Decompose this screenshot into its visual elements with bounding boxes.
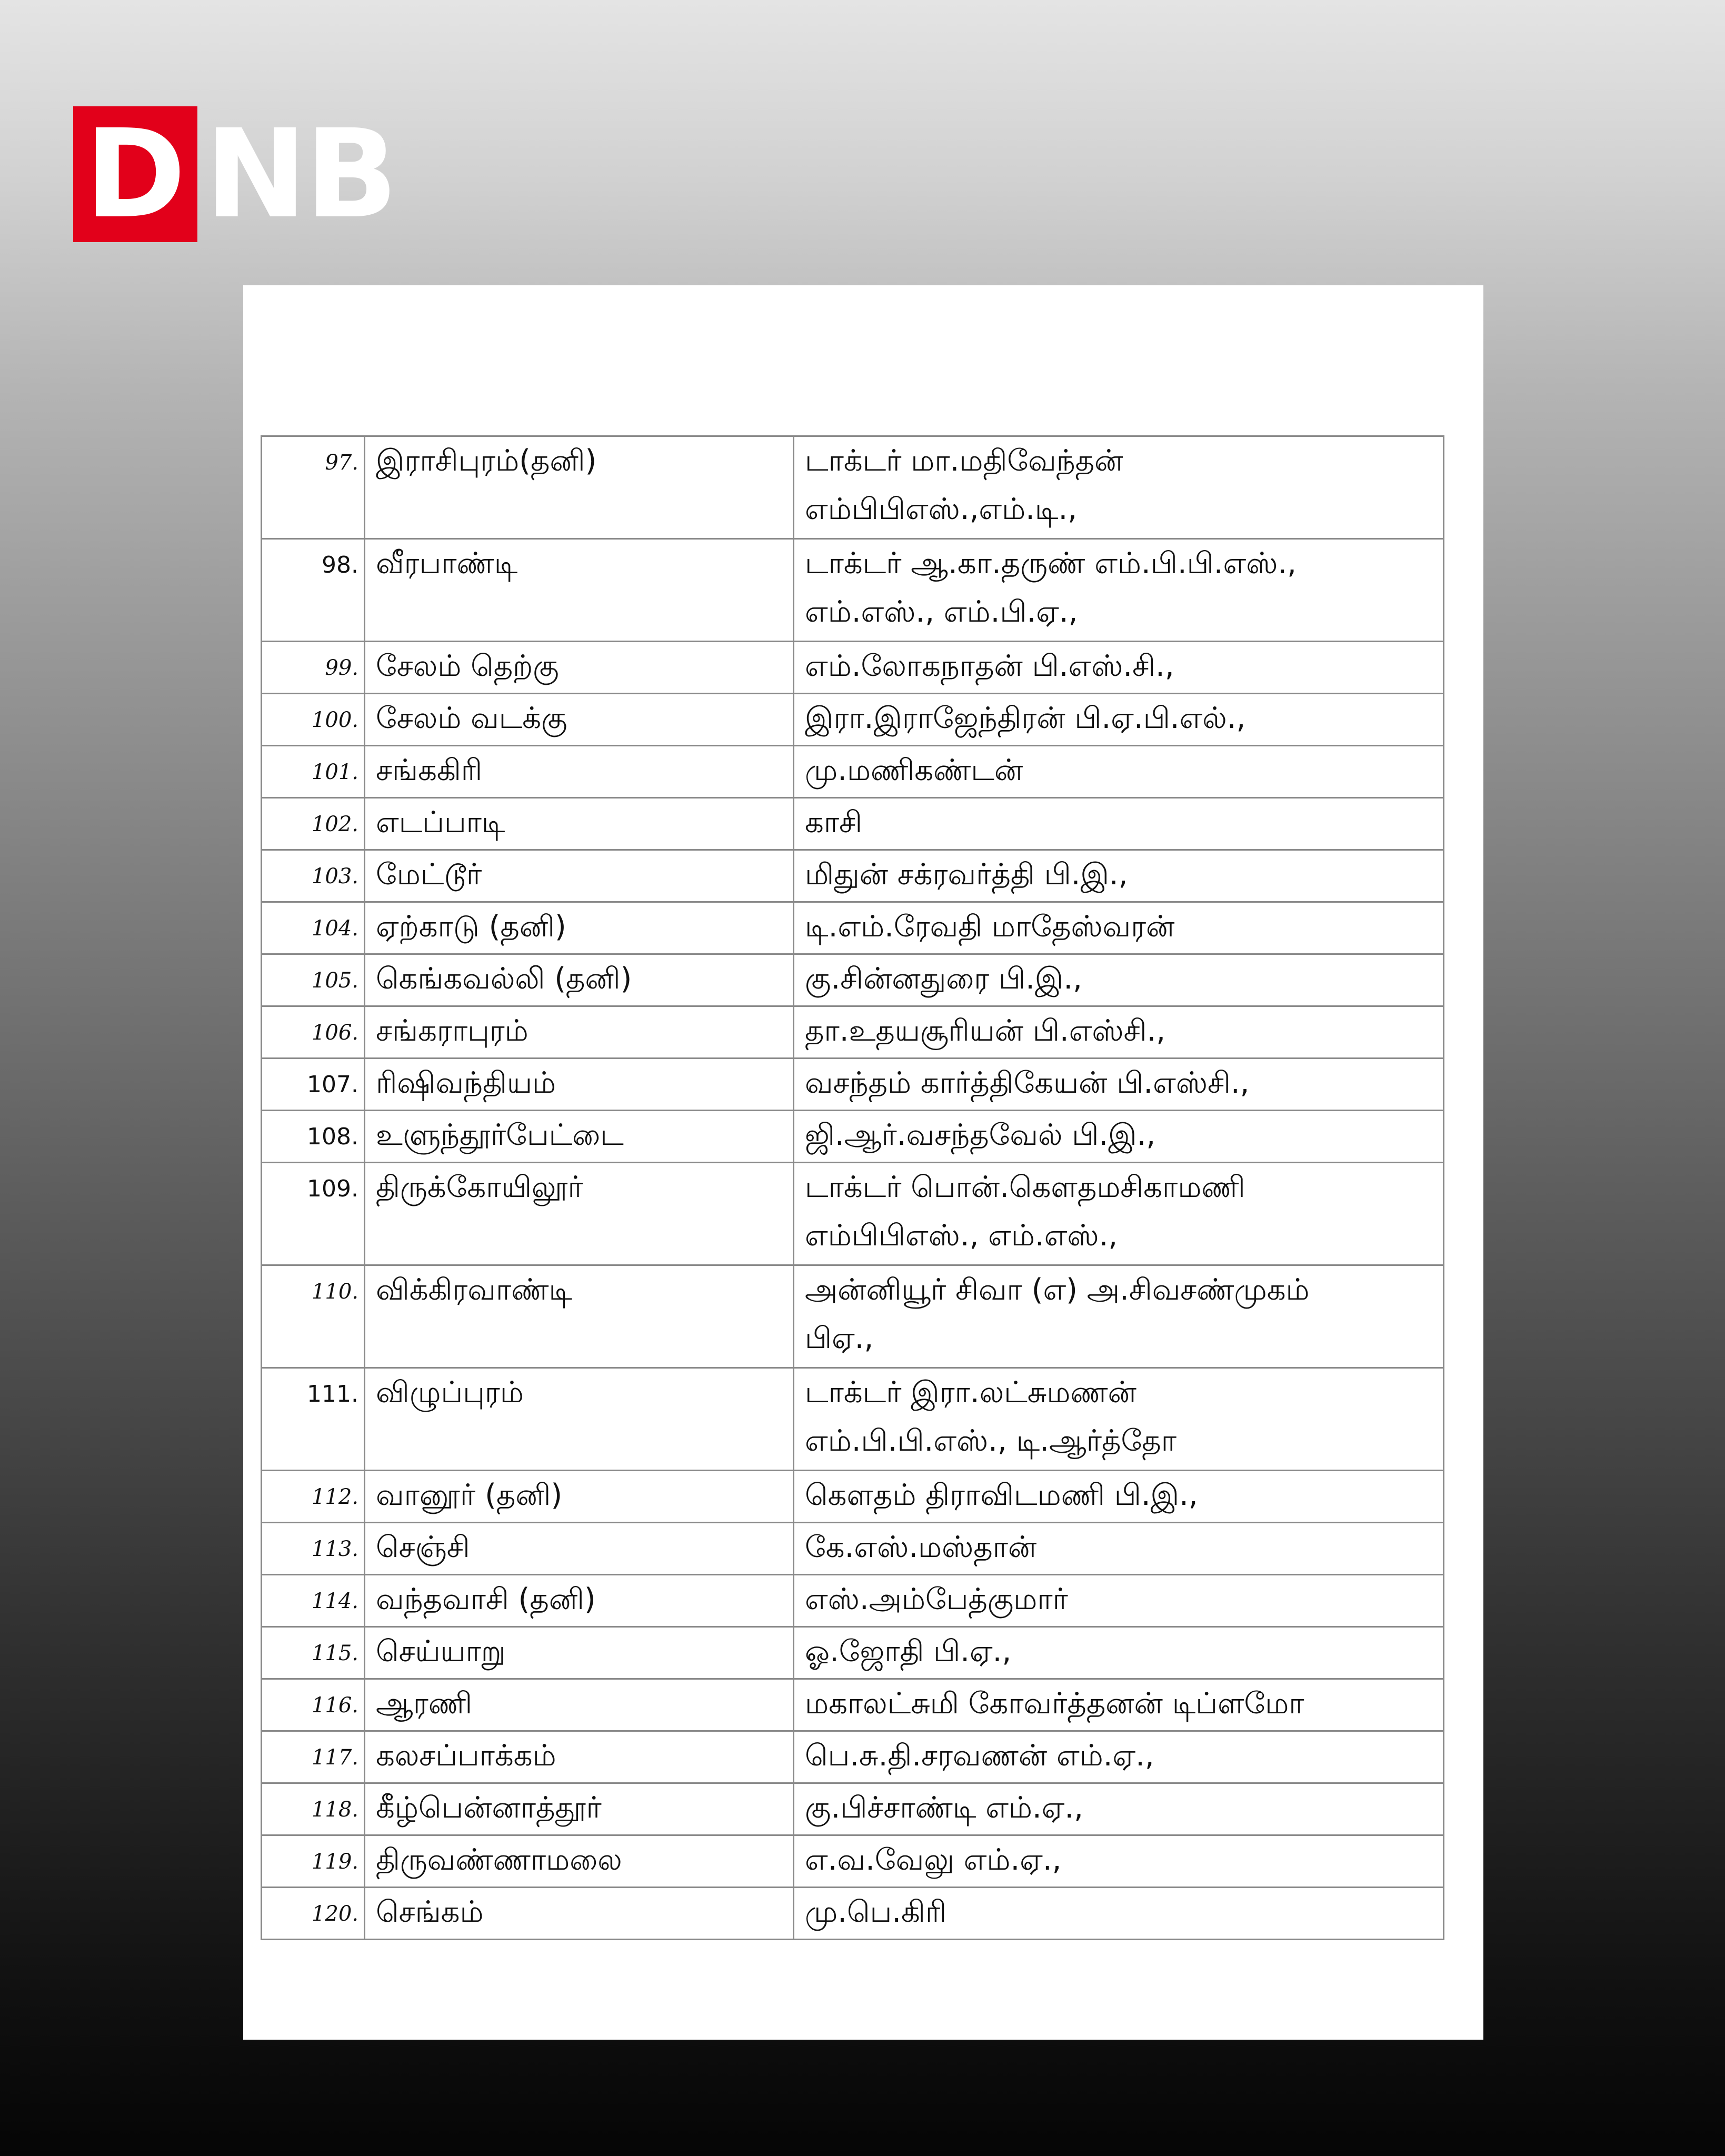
constituency-cell: உளுந்தூர்பேட்டை <box>365 1111 794 1163</box>
row-number: 100. <box>262 694 365 746</box>
table-row <box>262 1368 1444 1471</box>
row-number: 103. <box>262 850 365 902</box>
row-number: 115. <box>262 1627 365 1679</box>
constituency-cell: சேலம் தெற்கு <box>365 642 794 694</box>
constituency-cell: சங்ககிரி <box>365 746 794 798</box>
candidate-cell <box>794 1059 1444 1111</box>
candidate-cell <box>794 1265 1444 1368</box>
candidate-line: எஸ்.அம்பேத்குமார் <box>805 1582 1068 1616</box>
logo-letters-nb: NB <box>205 103 396 245</box>
candidate-line: வசந்தம் கார்த்திகேயன் பி.எஸ்சி., <box>805 1066 1250 1100</box>
candidate-line: அன்னியூர் சிவா (எ) அ.சிவசண்முகம் <box>805 1273 1310 1307</box>
constituency-cell: ஏற்காடு (தனி) <box>365 902 794 954</box>
candidate-line: கௌதம் திராவிடமணி பி.இ., <box>805 1478 1198 1512</box>
row-number: 117. <box>262 1731 365 1783</box>
constituency-cell: ஆரணி <box>365 1679 794 1731</box>
candidate-line: கு.பிச்சாண்டி எம்.ஏ., <box>805 1791 1083 1825</box>
row-number: 110. <box>262 1265 365 1368</box>
candidate-line: டாக்டர் பொன்.கௌதமசிகாமணி <box>805 1170 1245 1204</box>
table-row <box>262 798 1444 850</box>
candidate-line: எம்பிபிஎஸ்., எம்.எஸ்., <box>805 1219 1118 1253</box>
table-row <box>262 1163 1444 1265</box>
candidate-line: எம்.எஸ்., எம்.பி.ஏ., <box>805 595 1078 629</box>
table-row <box>262 1523 1444 1575</box>
candidate-line: கே.எஸ்.மஸ்தான் <box>805 1530 1037 1564</box>
candidate-cell <box>794 1006 1444 1059</box>
candidate-line: பெ.சு.தி.சரவணன் எம்.ஏ., <box>805 1739 1154 1773</box>
candidate-cell <box>794 954 1444 1006</box>
constituency-cell: திருவண்ணாமலை <box>365 1835 794 1888</box>
candidate-line: எம்.லோகநாதன் பி.எஸ்.சி., <box>805 649 1174 683</box>
row-number: 108. <box>262 1111 365 1163</box>
candidate-cell <box>794 1575 1444 1627</box>
table-row <box>262 1265 1444 1368</box>
constituency-cell: கெங்கவல்லி (தனி) <box>365 954 794 1006</box>
candidate-cell <box>794 1731 1444 1783</box>
table-row <box>262 1888 1444 1940</box>
table-row <box>262 1835 1444 1888</box>
candidate-cell <box>794 850 1444 902</box>
table-row <box>262 1006 1444 1059</box>
candidate-line: மு.பெ.கிரி <box>805 1895 947 1929</box>
table-row <box>262 1731 1444 1783</box>
constituency-cell: சங்கராபுரம் <box>365 1006 794 1059</box>
constituency-cell: ரிஷிவந்தியம் <box>365 1059 794 1111</box>
candidate-line: எம்.பி.பி.எஸ்., டி.ஆர்த்தோ <box>805 1424 1176 1458</box>
constituency-cell: விழுப்புரம் <box>365 1368 794 1471</box>
candidate-line: எ.வ.வேலு எம்.ஏ., <box>805 1843 1062 1877</box>
row-number: 106. <box>262 1006 365 1059</box>
table-row <box>262 436 1444 539</box>
candidate-line: டாக்டர் இரா.லட்சுமணன் <box>805 1375 1136 1410</box>
row-number: 102. <box>262 798 365 850</box>
candidate-line: தா.உதயசூரியன் பி.எஸ்சி., <box>805 1014 1166 1048</box>
candidate-cell <box>794 539 1444 642</box>
table-row <box>262 1627 1444 1679</box>
candidate-cell <box>794 1111 1444 1163</box>
table-row <box>262 694 1444 746</box>
table-row <box>262 1111 1444 1163</box>
candidate-line: பிஏ., <box>805 1321 874 1355</box>
candidate-line: கு.சின்னதுரை பி.இ., <box>805 962 1082 996</box>
candidate-line: காசி <box>805 805 862 840</box>
constituency-cell: வானூர் (தனி) <box>365 1471 794 1523</box>
dnb-logo <box>73 103 400 245</box>
row-number: 109. <box>262 1163 365 1265</box>
candidate-cell <box>794 1523 1444 1575</box>
row-number: 99. <box>262 642 365 694</box>
candidate-cell <box>794 902 1444 954</box>
row-number: 118. <box>262 1783 365 1835</box>
constituency-cell: கீழ்பென்னாத்தூர் <box>365 1783 794 1835</box>
candidate-line: மகாலட்சுமி கோவர்த்தனன் டிப்ளமோ <box>805 1686 1304 1721</box>
candidate-cell <box>794 694 1444 746</box>
candidate-table <box>261 435 1444 1940</box>
row-number: 120. <box>262 1888 365 1940</box>
row-number: 113. <box>262 1523 365 1575</box>
candidate-cell <box>794 1679 1444 1731</box>
table-row <box>262 1575 1444 1627</box>
row-number: 97. <box>262 436 365 539</box>
candidate-cell <box>794 1471 1444 1523</box>
candidate-line: மு.மணிகண்டன் <box>805 753 1023 787</box>
table-row <box>262 746 1444 798</box>
constituency-cell: சேலம் வடக்கு <box>365 694 794 746</box>
candidate-cell <box>794 1835 1444 1888</box>
constituency-cell: வீரபாண்டி <box>365 539 794 642</box>
constituency-cell: செங்கம் <box>365 1888 794 1940</box>
constituency-cell: இராசிபுரம்(தனி) <box>365 436 794 539</box>
candidate-line: டி.எம்.ரேவதி மாதேஸ்வரன் <box>805 910 1175 944</box>
table-row <box>262 1059 1444 1111</box>
row-number: 104. <box>262 902 365 954</box>
candidate-cell <box>794 798 1444 850</box>
constituency-cell: திருக்கோயிலூர் <box>365 1163 794 1265</box>
table-row <box>262 1783 1444 1835</box>
candidate-line: டாக்டர் ஆ.கா.தருண் எம்.பி.பி.எஸ்., <box>805 546 1297 581</box>
table-row <box>262 954 1444 1006</box>
table-row <box>262 850 1444 902</box>
candidate-line: ஓ.ஜோதி பி.ஏ., <box>805 1634 1012 1669</box>
table-row <box>262 539 1444 642</box>
candidate-line: எம்பிபிஎஸ்.,எம்.டி., <box>805 492 1078 526</box>
candidate-cell <box>794 1888 1444 1940</box>
candidate-line: மிதுன் சக்ரவர்த்தி பி.இ., <box>805 857 1128 892</box>
row-number: 114. <box>262 1575 365 1627</box>
table-row <box>262 1679 1444 1731</box>
table-row <box>262 902 1444 954</box>
row-number: 119. <box>262 1835 365 1888</box>
candidate-cell <box>794 642 1444 694</box>
table-row <box>262 1471 1444 1523</box>
row-number: 101. <box>262 746 365 798</box>
candidate-cell <box>794 1163 1444 1265</box>
candidate-cell <box>794 436 1444 539</box>
candidate-line: ஜி.ஆர்.வசந்தவேல் பி.இ., <box>805 1118 1156 1152</box>
candidate-cell <box>794 1368 1444 1471</box>
row-number: 111. <box>262 1368 365 1471</box>
candidate-cell <box>794 1783 1444 1835</box>
constituency-cell: மேட்டூர் <box>365 850 794 902</box>
document-page <box>243 285 1483 2040</box>
row-number: 98. <box>262 539 365 642</box>
row-number: 112. <box>262 1471 365 1523</box>
constituency-cell: வந்தவாசி (தனி) <box>365 1575 794 1627</box>
logo-letter-d: D <box>73 106 197 242</box>
row-number: 107. <box>262 1059 365 1111</box>
candidate-cell <box>794 746 1444 798</box>
row-number: 105. <box>262 954 365 1006</box>
constituency-cell: கலசப்பாக்கம் <box>365 1731 794 1783</box>
candidate-line: இரா.இராஜேந்திரன் பி.ஏ.பி.எல்., <box>805 701 1246 735</box>
constituency-cell: செஞ்சி <box>365 1523 794 1575</box>
candidate-line: டாக்டர் மா.மதிவேந்தன் <box>805 444 1123 478</box>
row-number: 116. <box>262 1679 365 1731</box>
constituency-cell: விக்கிரவாண்டி <box>365 1265 794 1368</box>
candidate-cell <box>794 1627 1444 1679</box>
table-row <box>262 642 1444 694</box>
constituency-cell: செய்யாறு <box>365 1627 794 1679</box>
constituency-cell: எடப்பாடி <box>365 798 794 850</box>
